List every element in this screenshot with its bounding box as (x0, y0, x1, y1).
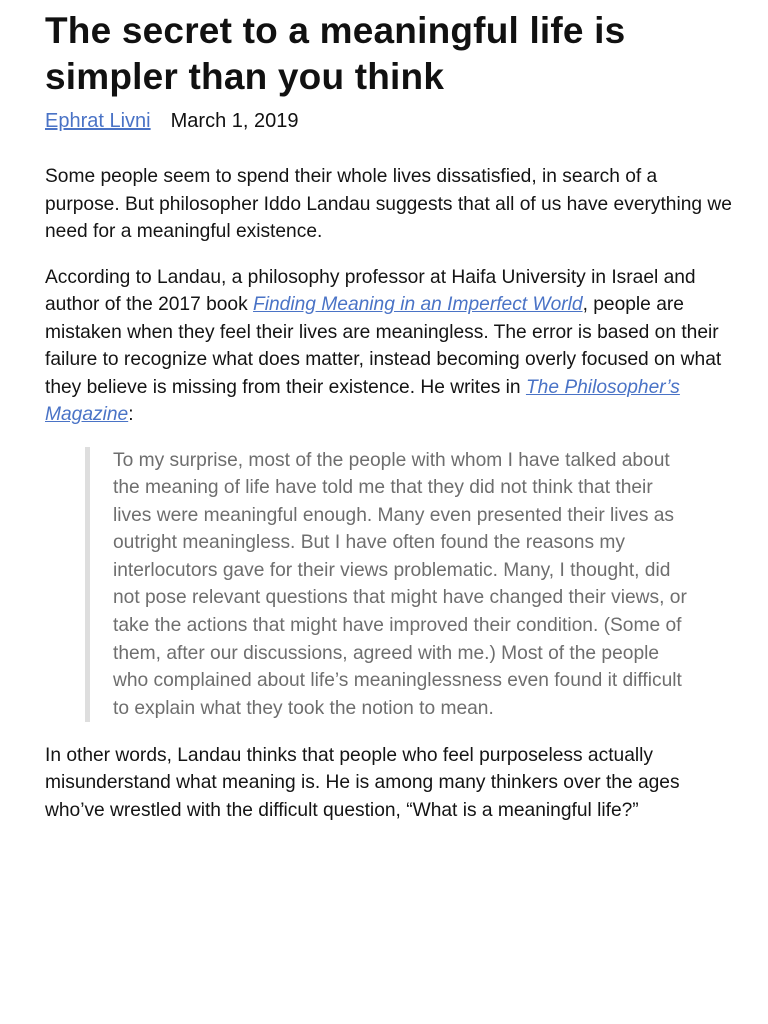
article (45, 8, 735, 824)
intro-paragraph: Some people seem to spend their whole lives dissatisfied, in search of a purpose. But philosopher Iddo Landau suggests that all of us have everything we need for a meaningful existence. (45, 166, 732, 242)
blockquote: To my surprise, most of the people with whom I have talked about the meaning of life have told me that they did not think that their lives were meaningful enough. Many even presented their lives as outright meaningless. But I have often found the reasons my interlocutors gave for their views problematic. Many, I thought, did not pose relevant questions that might have changed their views, or take the actions that might have improved their condition. (Some of them, after our discussions, agreed with me.) Most of the people who complained about life’s meaninglessness even found it difficult to explain what they took the notion to mean. (85, 447, 695, 723)
author-link[interactable]: Ephrat Livni (45, 110, 151, 132)
publish-date: March 1, 2019 (170, 110, 299, 132)
landau-paragraph-text-3: : (128, 404, 134, 425)
article-title: The secret to a meaningful life is simpler than you think (45, 10, 626, 97)
landau-paragraph-text-2: , people are mistaken when they feel their lives are meaningless. The error is based on their failure to recognize what does matter, instead becoming overly focused on what they believe is missing from their existence. He writes in (45, 294, 722, 398)
landau-paragraph (45, 264, 735, 429)
landau-paragraph-text-1: According to Landau, a philosophy professor at Haifa University in Israel and author of the 2017 book (45, 266, 696, 315)
book-link[interactable]: Finding Meaning in an Imperfect World (253, 294, 583, 315)
magazine-link[interactable]: The Philosopher’s Magazine (45, 376, 680, 425)
conclusion-paragraph: In other words, Landau thinks that people who feel purposeless actually misunderstand what meaning is. He is among many thinkers over the ages who’ve wrestled with the difficult question, “What is a meaningful life?” (45, 744, 680, 821)
article-byline (45, 107, 735, 135)
